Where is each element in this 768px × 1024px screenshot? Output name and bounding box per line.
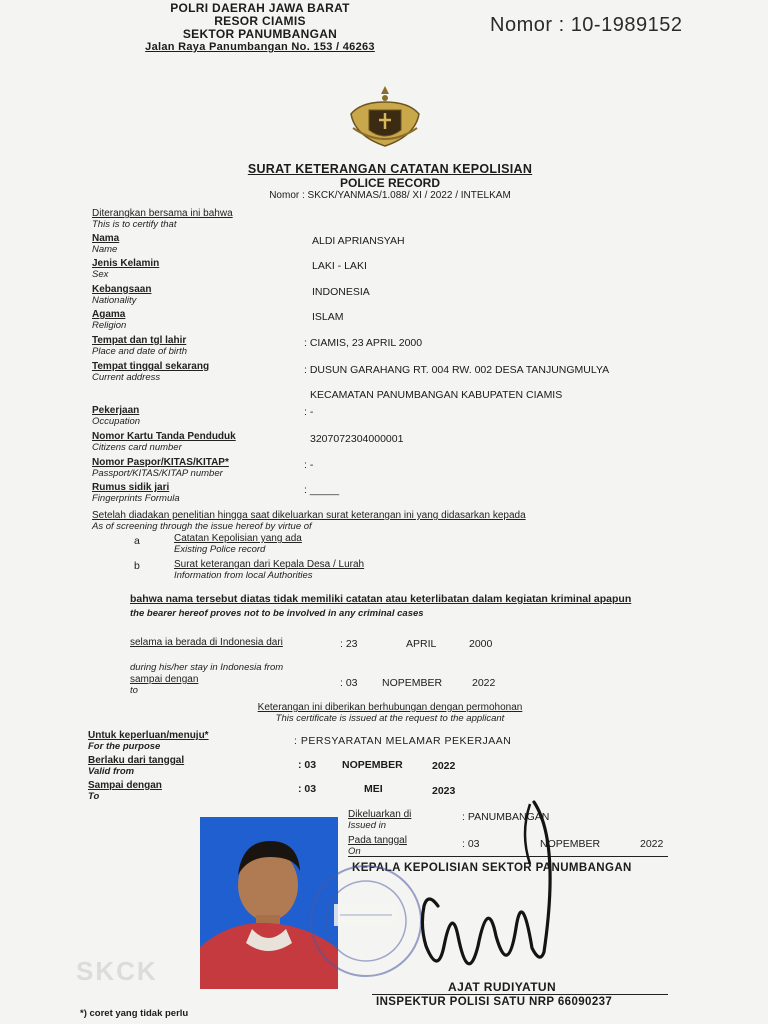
field-value-address-line2: KECAMATAN PANUMBANGAN KABUPATEN CIAMIS [310,389,563,401]
valid-to-label [88,780,162,802]
stay-from-day: : 23 [340,638,358,650]
stay-from-month: APRIL [406,638,437,650]
valid-to-month: MEI [364,783,383,795]
field-label-en: Religion [92,320,127,331]
statement-block [130,593,660,619]
field-value-passport-text: - [309,459,314,471]
screening-item-en: Information from local Authorities [174,570,313,581]
statement-en: the bearer hereof proves not to be involved in any criminal cases [130,608,424,619]
stay-to-label [130,674,198,696]
field-value-sex: LAKI - LAKI [312,260,367,272]
title-block [180,162,600,201]
issued-on-day-value: 03 [467,838,480,850]
issued-at-value-text: PANUMBANGAN [467,811,550,823]
intro-en: This is to certify that [92,219,177,230]
field-address [92,361,209,383]
signatory-divider [372,994,668,995]
stay-to-month: NOPEMBER [382,677,443,689]
field-value-occupation: : - [304,406,314,418]
issued-on-id: Pada tanggal [348,835,407,846]
screening-id: Setelah diadakan penelitian hingga saat dikeluarkan surat keterangan ini yang didasarkan kepada [92,510,526,521]
field-label-en: Passport/KITAS/KITAP number [92,468,223,479]
header-line-1: POLRI DAERAH JAWA BARAT [170,1,350,15]
field-label-en: Fingerprints Formula [92,493,180,504]
valid-from-label [88,755,184,777]
purpose-label [88,730,209,752]
stay-to-day: : 03 [340,677,358,689]
field-value-birth-text: CIAMIS, 23 APRIL 2000 [309,337,423,349]
issued-on-month: NOPEMBER [540,838,601,850]
field-label-en: Current address [92,372,161,383]
intro [92,208,233,230]
stay-from-en: during his/her stay in Indonesia from [130,662,284,673]
issued-on-year: 2022 [640,838,664,850]
valid-to-year: 2023 [432,785,456,797]
field-birth [92,335,187,357]
purpose-value: : PERSYARATAN MELAMAR PEKERJAAN [294,735,512,747]
document-title: SURAT KETERANGAN CATATAN KEPOLISIAN [247,162,533,176]
field-religion [92,309,126,331]
field-value-occupation-text: - [309,406,314,418]
stay-to-id: sampai dengan [130,674,199,685]
issued-at-en: Issued in [348,820,387,831]
field-label: Jenis Kelamin [92,258,160,269]
field-fingerprint [92,482,180,504]
request-block [180,702,600,724]
issued-on-label [348,835,407,857]
screening-item-en: Existing Police record [174,544,266,555]
header-block [140,2,380,54]
header-line-2: RESOR CIAMIS [214,14,306,28]
issued-at-value: : PANUMBANGAN [462,811,550,823]
issued-at-label [348,809,411,831]
stay-to-year: 2022 [472,677,496,689]
field-label-en: Place and date of birth [92,346,188,357]
header-address: Jalan Raya Panumbangan No. 153 / 46263 [145,41,375,53]
request-id: Keterangan ini diberikan berhubungan dengan permohonan [257,702,523,713]
field-value-fingerprint: : _____ [304,484,340,496]
field-value-religion: ISLAM [312,311,344,323]
field-id-card [92,431,236,453]
stay-from-year: 2000 [469,638,493,650]
screening-item-id: Catatan Kepolisian yang ada [174,533,302,544]
field-value-birth: : CIAMIS, 23 APRIL 2000 [304,337,423,349]
field-label: Agama [92,309,126,320]
document-number: Nomor : SKCK/YANMAS/1.088/ XI / 2022 / INTELKAM [269,190,511,201]
valid-to-day-value: 03 [304,783,317,795]
screening-en: As of screening through the issue hereof by virtue of [92,521,312,532]
valid-from-id: Berlaku dari tanggal [88,755,185,766]
signatory-office: KEPALA KEPOLISIAN SEKTOR PANUMBANGAN [352,862,632,874]
document-subtitle: POLICE RECORD [339,176,440,190]
stay-to-en: to [130,685,138,696]
field-label: Nomor Paspor/KITAS/KITAP* [92,457,229,468]
field-label: Tempat tinggal sekarang [92,361,210,372]
request-en: This certificate is issued at the request to the applicant [275,713,505,724]
field-label-en: Name [92,244,118,255]
field-value-fingerprint-text: _____ [309,484,340,496]
field-value-nationality: INDONESIA [312,286,370,298]
field-name [92,233,119,255]
police-emblem-icon [345,84,425,150]
field-value-passport: : - [304,459,314,471]
field-label-en: Nationality [92,295,137,306]
watermark: SKCK [76,956,158,986]
field-label: Nama [92,233,120,244]
field-value-id-card: 3207072304000001 [310,433,404,445]
statement-id: bahwa nama tersebut diatas tidak memiliki catatan atau keterlibatan dalam kegiatan kriminal apapun [130,593,632,605]
field-label: Tempat dan tgl lahir [92,335,187,346]
valid-from-day-value: 03 [304,759,317,771]
field-label: Rumus sidik jari [92,482,170,493]
valid-to-day: : 03 [298,783,317,795]
field-label-en: Sex [92,269,109,280]
footnote: *) coret yang tidak perlu [80,1008,189,1019]
screening-block [92,510,632,532]
field-label-en: Occupation [92,416,141,427]
field-passport [92,457,229,479]
field-value-name: ALDI APRIANSYAH [312,235,405,247]
field-label: Pekerjaan [92,405,140,416]
stay-from-id: selama ia berada di Indonesia dari [130,637,283,648]
purpose-value-text: PERSYARATAN MELAMAR PEKERJAAN [300,735,512,747]
screening-mark-a: a [134,535,140,547]
record-number-value: 10-1989152 [570,14,683,36]
stay-from-day-value: 23 [345,638,358,650]
field-label-en: Citizens card number [92,442,182,453]
field-label: Kebangsaan [92,284,152,295]
intro-id: Diterangkan bersama ini bahwa [92,208,233,219]
valid-from-en: Valid from [88,766,135,777]
screening-mark-b: b [134,560,140,572]
signatory-name: AJAT RUDIYATUN [448,980,557,994]
screening-item-id: Surat keterangan dari Kepala Desa / Lurah [174,559,365,570]
field-sex [92,258,159,280]
purpose-en: For the purpose [88,741,161,752]
record-number [490,14,682,37]
signature-icon [404,792,580,968]
field-nationality [92,284,151,306]
issued-on-day: : 03 [462,838,480,850]
valid-to-id: Sampai dengan [88,780,162,791]
field-value-address: : DUSUN GARAHANG RT. 004 RW. 002 DESA TANJUNGMULYA [304,364,610,376]
screening-item-b [174,559,364,581]
issued-at-id: Dikeluarkan di [348,809,412,820]
field-value-address-line1: DUSUN GARAHANG RT. 004 RW. 002 DESA TANJUNGMULYA [309,364,610,376]
record-number-label: Nomor : [490,14,565,36]
screening-item-a [174,533,302,555]
valid-to-en: To [88,791,100,802]
signatory-rank: INSPEKTUR POLISI SATU NRP 66090237 [376,996,613,1008]
stay-to-day-value: 03 [345,677,358,689]
issued-on-en: On [348,846,361,857]
field-occupation [92,405,140,427]
header-line-3: SEKTOR PANUMBANGAN [182,27,338,41]
valid-from-month: NOPEMBER [342,759,403,771]
valid-from-day: : 03 [298,759,317,771]
purpose-id: Untuk keperluan/menuju* [88,730,209,741]
valid-from-year: 2022 [432,760,456,772]
field-label: Nomor Kartu Tanda Penduduk [92,431,236,442]
